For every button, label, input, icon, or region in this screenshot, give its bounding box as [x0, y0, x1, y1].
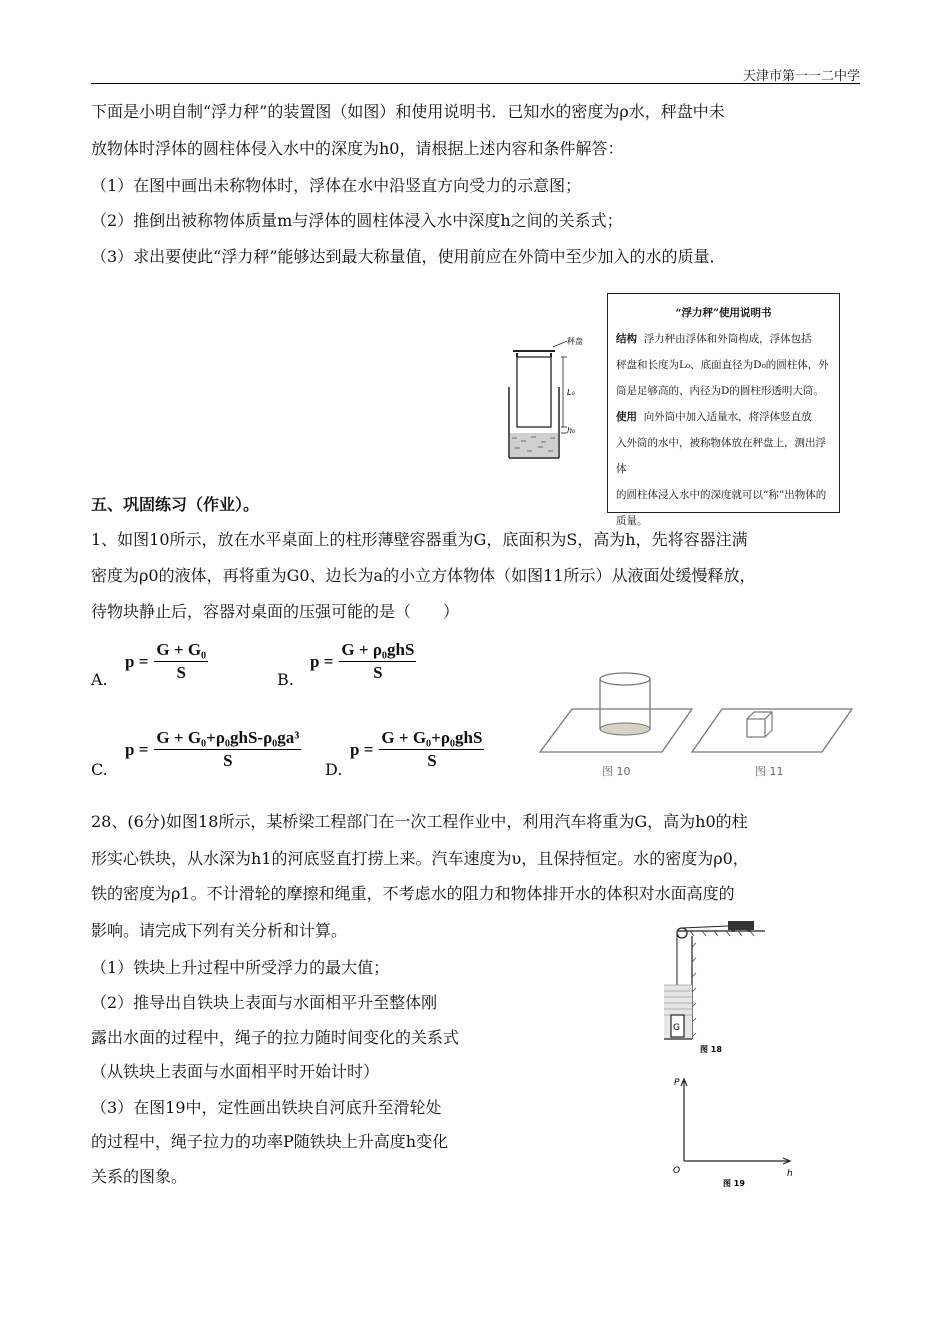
- problem28-line-1: 28、(6分)如图18所示，某桥梁工程部门在一次工程作业中，利用汽车将重为G，高为h0的柱: [91, 812, 748, 831]
- pan-label: 秤盘: [567, 337, 583, 346]
- formula-numerator: G + G₀: [154, 640, 208, 662]
- problem28-question-3c: 关系的图象。: [91, 1167, 188, 1186]
- p-axis-label: P: [674, 1078, 680, 1088]
- instruction-manual: [607, 293, 840, 527]
- option-c-formula: [125, 728, 301, 771]
- L0-label: L₀: [567, 388, 575, 397]
- manual-use-3: 的圆柱体浸入水中的深度就可以“称”出物体的: [616, 489, 827, 501]
- option-c-label: C.: [91, 760, 108, 779]
- problem28-line-3: 铁的密度为ρ1。不计滑轮的摩擦和绳重，不考虑水的阻力和物体排开水的体积对水面高度的: [91, 884, 735, 903]
- school-name: 天津市第一一二中学: [742, 69, 860, 84]
- intro-question-2: （2）推倒出被称物体质量m与浮体的圆柱体浸入水中深度h之间的关系式；: [91, 211, 623, 230]
- figure-18: [660, 917, 770, 1057]
- problem28-line-2: 形实心铁块，从水深为h1的河底竖直打捞上来。汽车速度为υ，且保持恒定。水的密度为ρ0，: [91, 849, 749, 868]
- manual-structure-label: 结构: [616, 333, 637, 345]
- problem28-question-2a: （2）推导出自铁块上表面与水面相平升至整体刚: [91, 993, 438, 1012]
- problem28-question-3a: （3）在图19中，定性画出铁块自河底升至滑轮处: [91, 1098, 442, 1117]
- intro-question-1: （1）在图中画出未称物体时，浮体在水中沿竖直方向受力的示意图；: [91, 176, 582, 195]
- manual-use-label: 使用: [616, 411, 637, 423]
- option-d-formula: [350, 728, 484, 771]
- formula-denominator: S: [373, 663, 383, 682]
- formula-numerator: G + G₀+ρ₀ghS-ρ₀ga³: [154, 728, 301, 750]
- manual-title: “浮力秤”使用说明书: [675, 307, 772, 319]
- floating-scale-figure: [505, 333, 585, 468]
- option-a-label: A.: [91, 670, 108, 689]
- problem28-question-2b: 露出水面的过程中，绳子的拉力随时间变化的关系式: [91, 1028, 460, 1047]
- manual-structure-2: 秤盘和长度为L₀、底面直径为D₀的圆柱体，外: [616, 359, 829, 371]
- option-b-label: B.: [277, 670, 294, 689]
- manual-structure-3: 筒是足够高的、内径为D的圆柱形透明大筒。: [616, 385, 824, 397]
- formula-denominator: S: [223, 751, 233, 770]
- option-b-formula: [310, 640, 416, 683]
- h-axis-label: h: [787, 1169, 793, 1179]
- fig11-caption: 图 11: [755, 765, 784, 778]
- intro-line-1: 下面是小明自制“浮力秤”的装置图（如图）和使用说明书．已知水的密度为ρ水，秤盘中未: [91, 102, 725, 121]
- intro-line-2: 放物体时浮体的圆柱体侵入水中的深度为h0，请根据上述内容和条件解答：: [91, 139, 624, 158]
- section-title: 五、巩固练习（作业）。: [91, 495, 260, 514]
- page-header: [91, 63, 860, 84]
- formula-numerator: G + G₀+ρ₀ghS: [379, 728, 484, 750]
- problem1-line-3: 待物块静止后，容器对桌面的压强可能的是（ ）: [91, 602, 460, 621]
- container-cylinder: [600, 673, 650, 685]
- intro-question-3: （3）求出要使此“浮力秤”能够达到最大称量值，使用前应在外筒中至少加入的水的质量．: [91, 247, 726, 266]
- origin-label: O: [673, 1166, 681, 1176]
- float-cylinder: [517, 357, 551, 427]
- formula-lhs: p =: [125, 739, 149, 759]
- manual-use-4: 质量。: [616, 515, 648, 527]
- h0-label: h₀: [567, 426, 576, 435]
- figures-10-11: [532, 657, 862, 782]
- block-label: G: [673, 1023, 680, 1033]
- formula-lhs: p =: [310, 651, 334, 671]
- fig19-caption: 图 19: [723, 1179, 745, 1188]
- problem28-question-3b: 的过程中，绳子拉力的功率P随铁块上升高度h变化: [91, 1132, 449, 1151]
- formula-denominator: S: [427, 751, 437, 770]
- fig18-caption: 图 18: [700, 1045, 722, 1054]
- manual-use-2: 入外筒的水中，被称物体放在秤盘上，测出浮体: [616, 437, 826, 475]
- manual-use-1: 向外筒中加入适量水，将浮体竖直放: [643, 411, 812, 423]
- formula-numerator: G + ρ₀ghS: [339, 640, 416, 662]
- figure-19: [665, 1073, 800, 1193]
- problem28-question-1: （1）铁块上升过程中所受浮力的最大值；: [91, 958, 390, 977]
- option-a-formula: [125, 640, 208, 683]
- small-cube: [747, 719, 765, 737]
- formula-lhs: p =: [350, 739, 374, 759]
- formula-denominator: S: [176, 663, 186, 682]
- problem28-line-4: 影响。请完成下列有关分析和计算。: [91, 921, 348, 940]
- option-d-label: D.: [325, 760, 343, 779]
- fig10-caption: 图 10: [602, 765, 631, 778]
- pulley: [677, 928, 687, 938]
- formula-lhs: p =: [125, 651, 149, 671]
- problem1-line-1: 1、如图10所示，放在水平桌面上的柱形薄壁容器重为G，底面积为S，高为h，先将容器注满: [91, 530, 748, 549]
- manual-structure-1: 浮力秤由浮体和外筒构成，浮体包括: [643, 333, 812, 345]
- problem1-line-2: 密度为ρ0的液体，再将重为G0、边长为a的小立方体物体（如图11所示）从液面处缓慢释放，: [91, 566, 756, 585]
- problem28-question-2c: （从铁块上表面与水面相平时开始计时）: [91, 1062, 380, 1081]
